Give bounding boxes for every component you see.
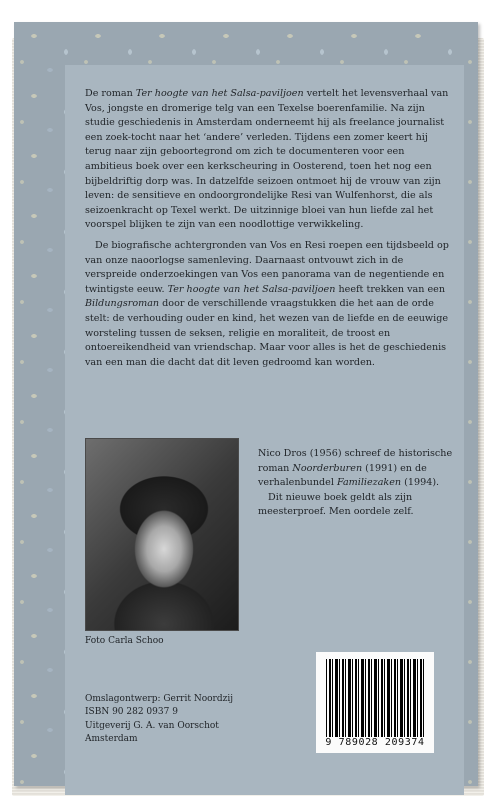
description-paragraph-2: De biografische achtergronden van Vos en Resi roepen een tijdsbeeld op van onze naoorlogse samenleving. Daarnaast ontvouwt zich in de verspreide onderzoekingen van Vos een panorama van de negentiende en twintigste eeuw. Ter hoogte van het Salsa-paviljoen heeft trekken van een Bildungsroman door de verschillende vraagstukken die het aan de orde stelt: de verhouding ouder en kind, het wezen van de liefde en de eeuwige worsteling tussen de seksen, religie en moraliteit, de troost en ontoereikendheid van vriendschap. Maar voor alles is het de geschiedenis van een man die dacht dat dit leven gedroomd kan worden. bbox=[85, 239, 449, 368]
photo-credit: Foto Carla Schoo bbox=[85, 636, 164, 646]
book-title: Ter hoogte van het Salsa-paviljoen bbox=[135, 88, 304, 99]
author-bio bbox=[258, 447, 454, 520]
publisher: Uitgeverij G. A. van Oorschot bbox=[85, 720, 219, 731]
author-bio-paragraph-2: Dit nieuwe boek geldt als zijn meesterproef. Men oordele zelf. bbox=[258, 491, 414, 518]
book-description bbox=[85, 87, 450, 376]
publication-credits bbox=[85, 693, 233, 747]
description-paragraph-1: De roman Ter hoogte van het Salsa-paviljoen vertelt het levensverhaal van Vos, jongste en dromerige telg van een Texelse boerenfamilie. Na zijn studie geschiedenis in Amsterdam onderneemt hij als freelance journalist een zoek-tocht naar het ‘andere’ verleden. Tijdens een zomer keert hij terug naar zijn geboortegrond om zich te documenteren voor een ambitieus boek over een kerkscheuring in Oosterend, toen het nog een bijbeldriftig dorp was. In datzelfde seizoen ontmoet hij de vrouw van zijn leven: de sensitieve en ondoorgrondelijke Resi van Wulfenhorst, die als seizoenkracht op Texel werkt. De uitzinnige bloei van hun liefde zal het voorspel blijken te zijn van een noodlottige verwikkeling. bbox=[85, 88, 449, 231]
author-photo bbox=[85, 438, 239, 631]
barcode bbox=[326, 659, 424, 737]
publisher-city: Amsterdam bbox=[85, 734, 138, 745]
isbn: ISBN 90 282 0937 9 bbox=[85, 707, 178, 718]
genre-term: Bildungsroman bbox=[85, 298, 160, 310]
barcode-number: 9 789028 209374 bbox=[325, 737, 425, 748]
book-title: Ter hoogte van het Salsa-paviljoen bbox=[167, 283, 336, 295]
author-bio-paragraph-1: Nico Dros (1956) schreef de historische roman Noorderburen (1991) en de verhalenbundel Familiezaken (1994). bbox=[258, 448, 453, 489]
cover-design-credit: Omslagontwerp: Gerrit Noordzij bbox=[85, 694, 234, 704]
barcode-box bbox=[316, 652, 434, 753]
barcode-bars bbox=[326, 659, 424, 737]
